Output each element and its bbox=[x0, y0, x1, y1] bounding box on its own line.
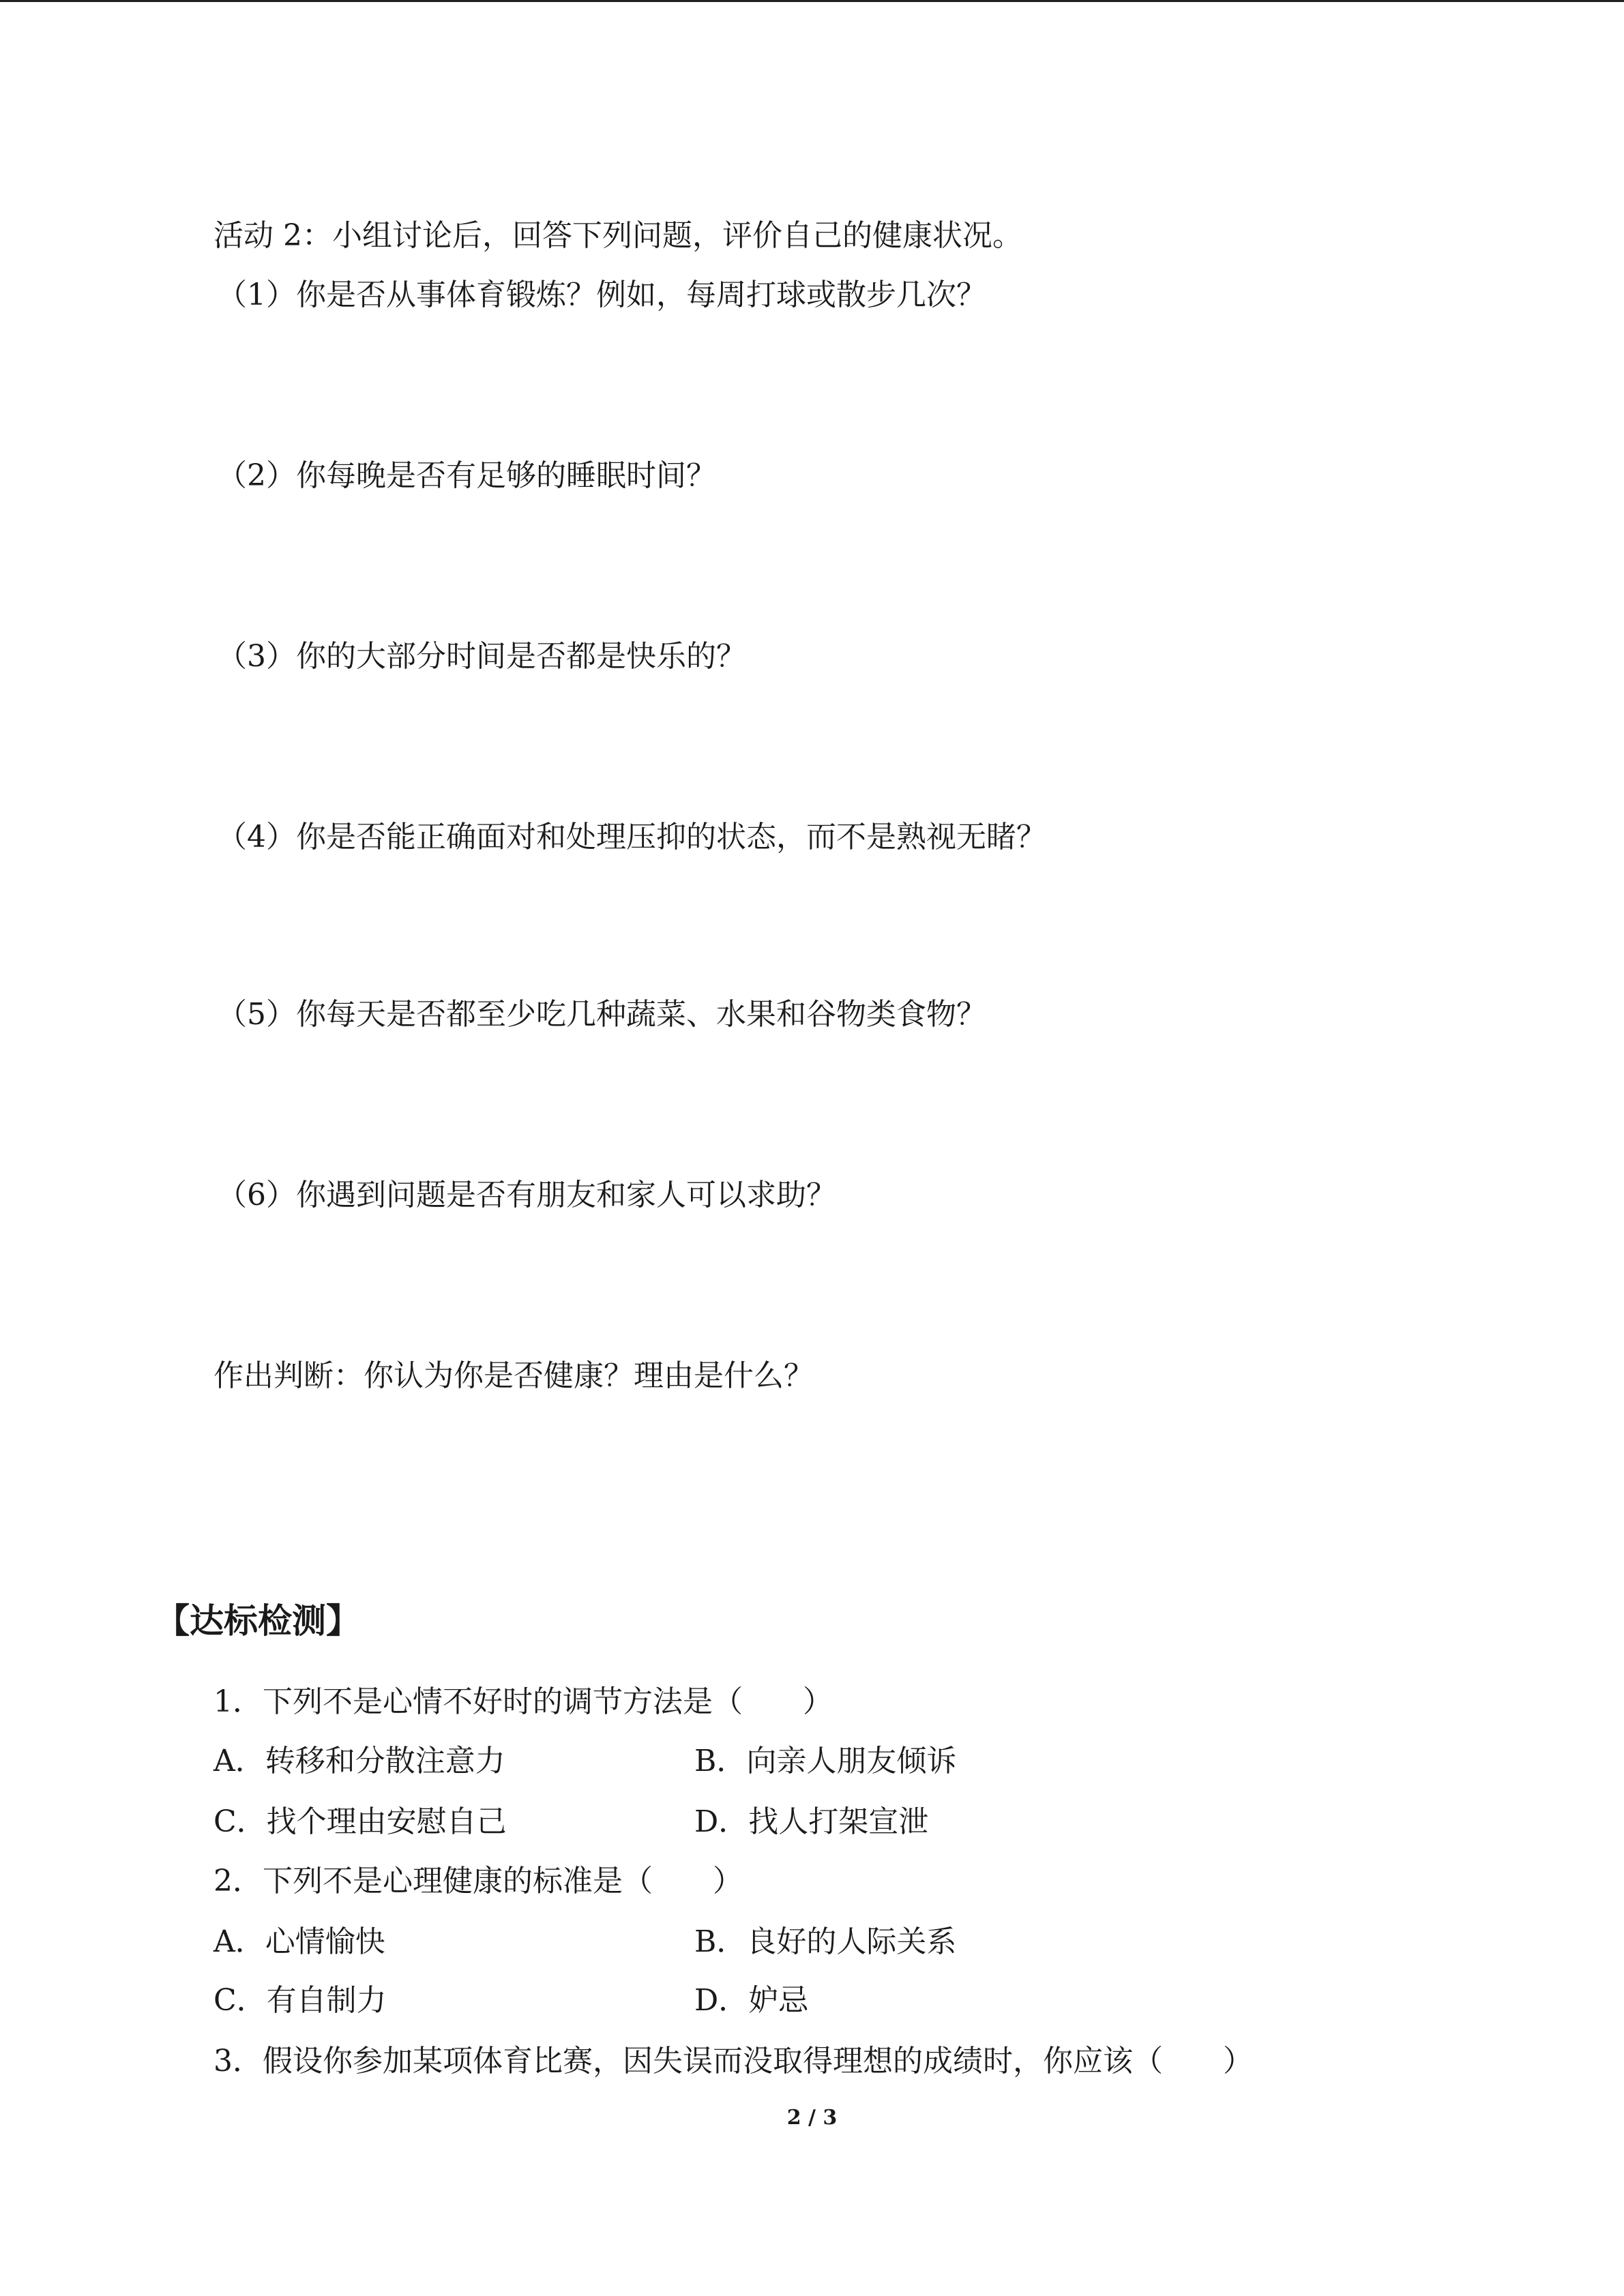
question-4: （4）你是否能正确面对和处理压抑的状态，而不是熟视无睹？ bbox=[217, 820, 1046, 854]
quiz-2-option-a: A．心情愉快 bbox=[213, 1924, 385, 1959]
section-title: 【达标检测】 bbox=[156, 1601, 360, 1641]
question-5: （5）你每天是否都至少吃几种蔬菜、水果和谷物类食物？ bbox=[217, 997, 986, 1032]
question-3: （3）你的大部分时间是否都是快乐的？ bbox=[217, 639, 746, 674]
quiz-1-option-a: A．转移和分散注意力 bbox=[213, 1744, 505, 1778]
quiz-2-option-c: C．有自制力 bbox=[213, 1983, 387, 2018]
quiz-1-option-b: B．向亲人朋友倾诉 bbox=[694, 1744, 957, 1778]
page-top-border bbox=[0, 0, 1624, 2]
quiz-1-option-d: D．找人打架宣泄 bbox=[694, 1804, 929, 1839]
quiz-3-stem: 3．假设你参加某项体育比赛，因失误而没取得理想的成绩时，你应该（ ） bbox=[213, 2044, 1253, 2078]
quiz-1-option-c: C．找个理由安慰自己 bbox=[213, 1804, 507, 1839]
question-2: （2）你每晚是否有足够的睡眠时间？ bbox=[217, 458, 716, 493]
quiz-2-stem: 2．下列不是心理健康的标准是（ ） bbox=[213, 1864, 743, 1898]
judgment-prompt: 作出判断：你认为你是否健康？理由是什么？ bbox=[213, 1358, 814, 1393]
question-1: （1）你是否从事体育锻炼？例如，每周打球或散步几次？ bbox=[217, 278, 986, 312]
activity-intro: 活动 2：小组讨论后，回答下列问题，评价自己的健康状况。 bbox=[213, 218, 1022, 253]
quiz-1-stem: 1．下列不是心情不好时的调节方法是（ ） bbox=[213, 1684, 833, 1719]
page-number: 2 / 3 bbox=[786, 2106, 838, 2130]
question-6: （6）你遇到问题是否有朋友和家人可以求助？ bbox=[217, 1178, 836, 1212]
quiz-2-option-d: D．妒忌 bbox=[694, 1983, 809, 2018]
quiz-2-option-b: B．良好的人际关系 bbox=[694, 1924, 957, 1959]
